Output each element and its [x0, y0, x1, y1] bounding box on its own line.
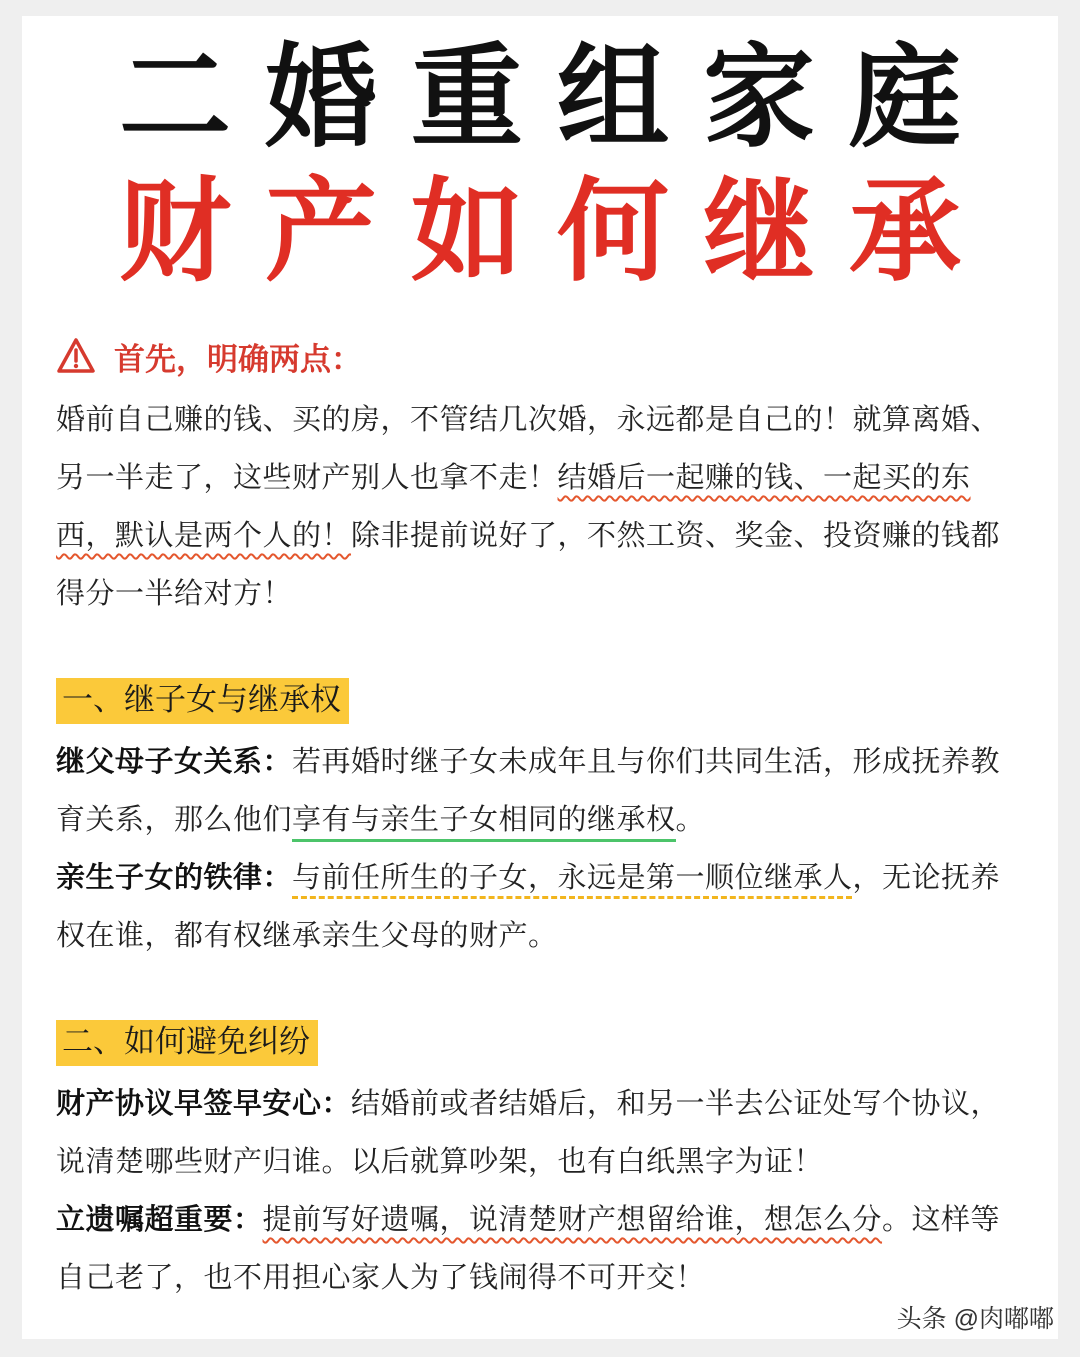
section1-heading: 一、继子女与继承权 — [56, 678, 349, 724]
section2-item2-label: 立遗嘱超重要： — [56, 1202, 263, 1236]
intro-text-b: 除非提前说好了，不然工资、奖金、投资赚的钱都得分一半给对方！ — [56, 518, 1001, 610]
section1-item1-highlight: 享有与亲生子女相同的继承权 — [292, 802, 676, 842]
article-card — [22, 16, 1058, 1339]
section2-heading: 二、如何避免纠纷 — [56, 1020, 318, 1066]
section1-item2-text-b: ，无论抚养权在谁，都有权继承亲生父母的财产。 — [56, 860, 1001, 952]
intro-highlight: 结婚后一起赚的钱、一起买的东西，默认是两个人的！ — [56, 460, 971, 552]
section2-item1 — [56, 1074, 1026, 1190]
title-line-2: 财产如何继承 — [119, 167, 995, 297]
intro-paragraph — [56, 390, 1026, 622]
intro-heading — [56, 334, 1026, 378]
intro-heading-text: 首先，明确两点： — [114, 341, 362, 378]
article-body — [56, 334, 1026, 1306]
section1-item2 — [56, 848, 1026, 964]
section1-item2-label: 亲生子女的铁律： — [56, 860, 293, 894]
warning-triangle-icon — [56, 337, 96, 375]
section1-item1-label: 继父母子女关系： — [56, 744, 293, 778]
section1-item2-highlight: 与前任所生的子女，永远是第一顺位继承人 — [292, 860, 853, 894]
section1-item1 — [56, 732, 1026, 848]
title-line-1: 二婚重组家庭 — [119, 33, 995, 163]
section2-item2-text-b: 。这样等自己老了，也不用担心家人为了钱闹得不可开交！ — [56, 1202, 1001, 1294]
watermark: 头条 @肉嘟嘟 — [896, 1305, 1054, 1333]
section2-item2 — [56, 1190, 1026, 1306]
intro-text-a: 婚前自己赚的钱、买的房，不管结几次婚，永远都是自己的！就算离婚、另一半走了，这些财产别人也拿不走！ — [56, 402, 1001, 494]
section1-item1-text-b: 。 — [675, 802, 706, 836]
section1-item1-text-a: 若再婚时继子女未成年且与你们共同生活，形成抚养教育关系，那么他们 — [56, 744, 1001, 836]
section2-item2-highlight: 提前写好遗嘱，说清楚财产想留给谁，想怎么分 — [262, 1202, 883, 1236]
section2-item1-text: 结婚前或者结婚后，和另一半去公证处写个协议，说清楚哪些财产归谁。以后就算吵架，也有白纸黑字为证！ — [56, 1086, 1001, 1178]
section2-item1-label: 财产协议早签早安心： — [56, 1086, 352, 1120]
